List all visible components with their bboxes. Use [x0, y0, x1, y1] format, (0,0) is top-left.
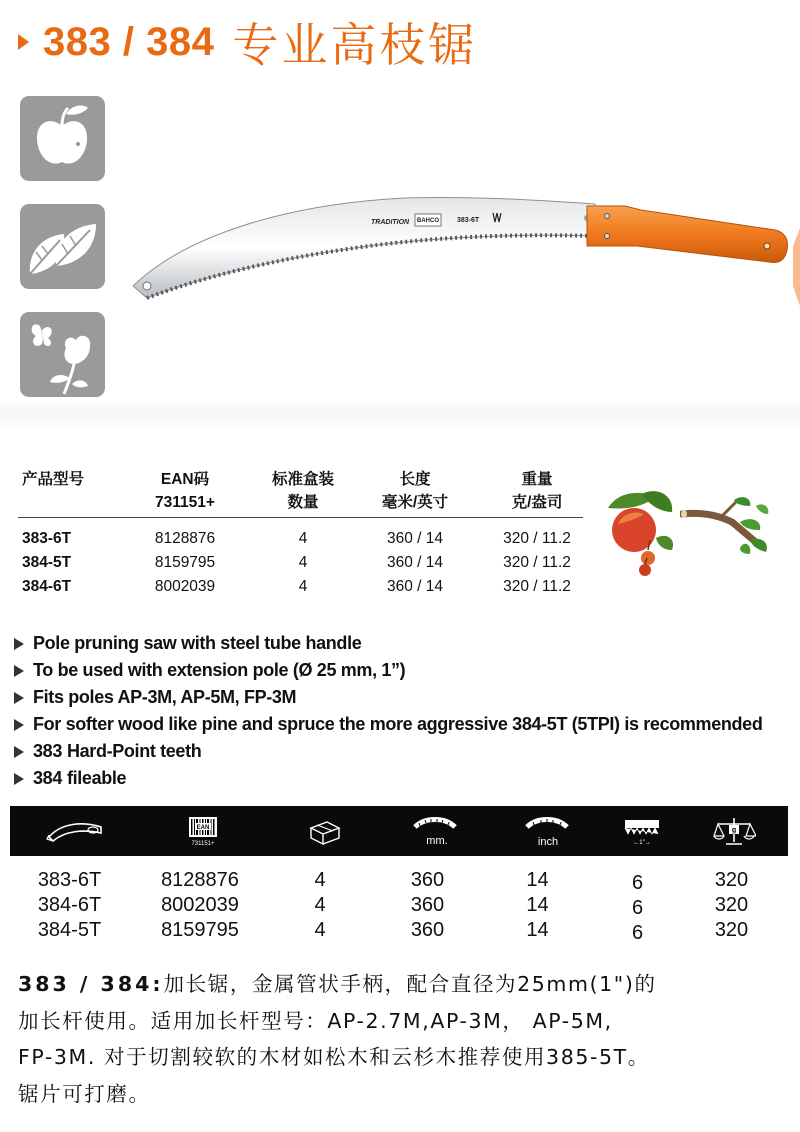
flower-butterfly-icon	[20, 312, 105, 397]
header-quantity: 标准盒装 数量	[271, 471, 334, 511]
title-arrow-icon	[18, 34, 29, 50]
ean-barcode-icon	[158, 806, 248, 856]
list-item: To be used with extension pole (Ø 25 mm, 1”)	[14, 657, 794, 684]
apple-branch-image	[598, 488, 678, 578]
header-model: 产品型号	[22, 471, 85, 488]
spec-icon-bar	[10, 806, 788, 856]
description-zh	[18, 966, 786, 1112]
pruned-branch-image	[680, 492, 772, 562]
header-length: 长度 毫米/英寸	[381, 471, 449, 511]
length-mm-icon	[390, 806, 480, 856]
pole-saw-image	[125, 176, 800, 311]
list-item: Pole pruning saw with steel tube handle	[14, 630, 794, 657]
title-model-numbers: 383 / 384	[43, 19, 215, 64]
svg-text:inch: inch	[537, 836, 559, 848]
bullet-arrow-icon	[14, 665, 24, 677]
bullet-arrow-icon	[14, 746, 24, 758]
description-line: 加长杆使用。适用加长杆型号：AP-2.7M,AP-3M， AP-5M,	[18, 1008, 613, 1033]
bullet-arrow-icon	[14, 638, 24, 650]
title-product-name: 专业高枝锯	[232, 18, 478, 72]
header-weight: 重量 克/盎司	[511, 471, 563, 511]
bullet-arrow-icon	[14, 692, 24, 704]
list-item: 383 Hard-Point teeth	[14, 738, 794, 765]
description-line: 锯片可打磨。	[18, 1081, 151, 1106]
page-title	[18, 12, 477, 72]
box-quantity-icon	[280, 806, 370, 856]
description-line: FP-3M. 对于切割较软的木材如松木和云杉木推荐使用385-5T。	[18, 1045, 650, 1069]
teeth-per-inch-icon	[602, 806, 682, 856]
length-inch-icon	[502, 806, 592, 856]
bullet-arrow-icon	[14, 773, 24, 785]
weight-scale-icon	[694, 806, 774, 856]
leaves-icon	[20, 204, 105, 289]
bullet-arrow-icon	[14, 719, 24, 731]
svg-text:mm.: mm.	[426, 835, 448, 847]
list-item: Fits poles AP-3M, AP-5M, FP-3M	[14, 684, 794, 711]
blade-label-model: 383-6T	[457, 217, 480, 224]
svg-text:731151+: 731151+	[191, 841, 215, 847]
svg-text:EAN: EAN	[196, 825, 210, 831]
saw-blade-icon	[30, 806, 120, 856]
list-item: For softer wood like pine and spruce the more aggressive 384-5T (5TPI) is recommended	[14, 711, 794, 738]
separator-band	[0, 400, 800, 430]
blade-label-brand: BAHCO	[417, 218, 439, 224]
table-rule	[18, 517, 583, 518]
header-ean: EAN码 731151+	[155, 471, 215, 511]
list-item: 384 fileable	[14, 765, 794, 792]
description-line: 383 / 384:加长锯，金属管状手柄，配合直径为25mm(1")的	[18, 972, 657, 996]
feature-list	[14, 630, 794, 792]
svg-text:g: g	[731, 827, 737, 834]
blade-label-tradition: TRADITION	[371, 219, 410, 226]
apple-icon	[20, 96, 105, 181]
svg-text:←1"→: ←1"→	[633, 840, 651, 846]
